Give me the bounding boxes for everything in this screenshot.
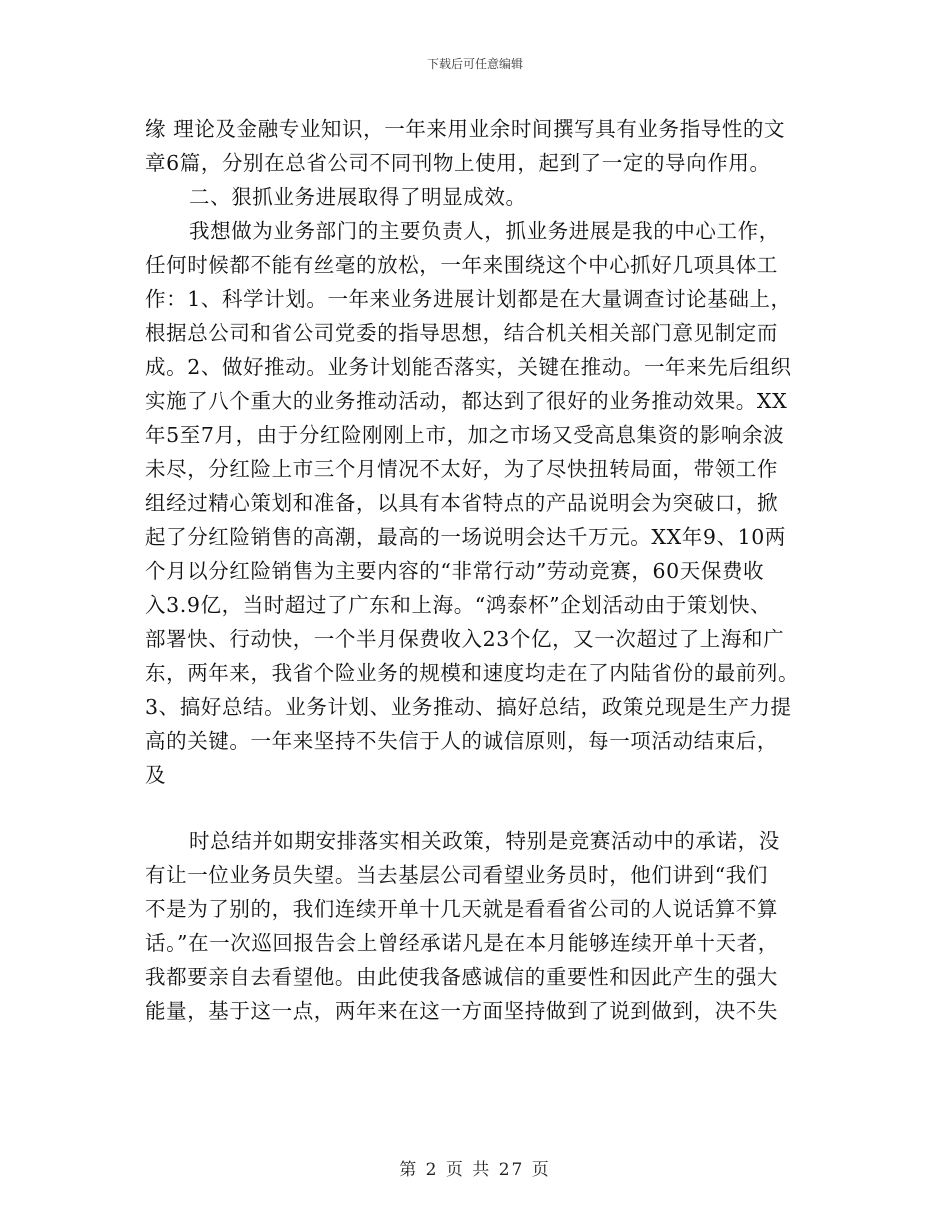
paragraph-2-heading — [145, 180, 807, 214]
text-line: 部署快、行动快，一个半月保费收入23个亿，又一次超过了上海和广 — [145, 627, 785, 651]
document-body — [145, 112, 807, 1028]
text-line: 我想做为业务部门的主要负责人，抓业务进展是我的中心工作， — [189, 219, 780, 243]
text-line: 章6篇，分别在总省公司不同刊物上使用，起到了一定的导向作用。 — [145, 151, 771, 175]
text-line: 东，两年来，我省个险业务的规模和速度均走在了内陆省份的最前列。 — [145, 661, 800, 685]
text-line: 我都要亲自去看望他。由此使我备感诚信的重要性和因此产生的强大 — [145, 965, 778, 989]
text-line: 有让一位业务员失望。当去基层公司看望业务员时，他们讲到“我们 — [145, 863, 768, 887]
text-line: 实施了八个重大的业务推动活动，都达到了很好的业务推动效果。XX — [145, 389, 788, 413]
text-line: 及 — [145, 763, 167, 787]
text-line: 3、搞好总结。业务计划、业务推动、搞好总结，政策兑现是生产力提 — [145, 695, 792, 719]
text-line: 缘 理论及金融专业知识，一年来用业余时间撰写具有业务指导性的文 — [145, 117, 786, 141]
text-line: 根据总公司和省公司党委的指导思想，结合机关相关部门意见制定而 — [145, 321, 778, 345]
text-line: 成。2、做好推动。业务计划能否落实，关键在推动。一年来先后组织 — [145, 355, 792, 379]
text-line: 能量，基于这一点，两年来在这一方面坚持做到了说到做到，决不失 — [145, 999, 778, 1023]
text-line: 高的关键。一年来坚持不失信于人的诚信原则，每一项活动结束后， — [145, 729, 778, 753]
text-line: 时总结并如期安排落实相关政策，特别是竞赛活动中的承诺，没 — [189, 829, 780, 853]
paragraph-1 — [145, 112, 807, 180]
text-line: 个月以分红险销售为主要内容的“非常行动”劳动竞赛，60天保费收 — [145, 559, 765, 583]
text-line: 入3.9亿，当时超过了广东和上海。“鸿泰杯”企划活动由于策划快、 — [145, 593, 772, 617]
paragraph-4 — [145, 824, 807, 1028]
text-line: 起了分红险销售的高潮，最高的一场说明会达千万元。XX年9、10两 — [145, 525, 787, 549]
text-line: 年5至7月，由于分红险刚刚上市，加之市场又受高息集资的影响余波 — [145, 423, 785, 447]
text-line: 组经过精心策划和准备，以具有本省特点的产品说明会为突破口，掀 — [145, 491, 778, 515]
text-line: 作：1、科学计划。一年来业务进展计划都是在大量调查讨论基础上， — [145, 287, 792, 311]
text-line: 话。”在一次巡回报告会上曾经承诺凡是在本月能够连续开单十天者， — [145, 931, 779, 955]
section-heading-line: 二、狠抓业务进展取得了明显成效。 — [189, 185, 527, 209]
page-number-footer: 第 2 页 共 27 页 — [399, 1160, 551, 1180]
text-line: 未尽，分红险上市三个月情况不太好，为了尽快扭转局面，带领工作 — [145, 457, 778, 481]
paragraph-3 — [145, 214, 807, 792]
paragraph-gap — [145, 792, 807, 824]
page-header: 下载后可任意编辑 — [426, 57, 523, 71]
text-line: 不是为了别的，我们连续开单十几天就是看看省公司的人说话算不算 — [145, 897, 778, 921]
text-line: 任何时候都不能有丝毫的放松，一年来围绕这个中心抓好几项具体工 — [145, 253, 778, 277]
